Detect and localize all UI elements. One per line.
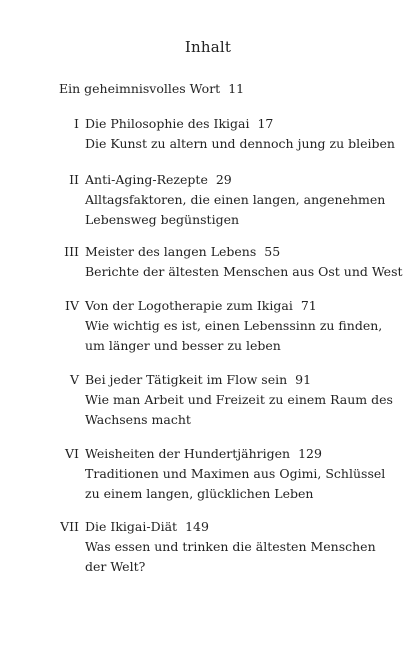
chapter-numeral: VI <box>65 446 79 461</box>
toc-entry-intro <box>59 79 244 99</box>
page-number: 11 <box>228 81 245 96</box>
page-title: Inhalt <box>184 38 232 56</box>
chapter-subtitle: zu einem langen, glücklichen Leben <box>85 486 314 501</box>
chapter-numeral: I <box>74 116 79 131</box>
page-number: 17 <box>257 116 274 131</box>
chapter-title: Anti-Aging-Rezepte <box>85 172 208 187</box>
chapter-title: Meister des langen Lebens <box>85 244 257 259</box>
chapter-subtitle: Wie man Arbeit und Freizeit zu einem Raum des <box>85 392 393 407</box>
page-number: 149 <box>185 519 209 534</box>
page-number: 129 <box>298 446 322 461</box>
chapter-numeral: IV <box>65 298 79 313</box>
chapter-title: Die Philosophie des Ikigai <box>85 116 250 131</box>
page-number: 71 <box>300 298 317 313</box>
chapter-title: Bei jeder Tätigkeit im Flow sein <box>85 372 288 387</box>
chapter-subtitle: um länger und besser zu leben <box>85 338 281 353</box>
chapter-subtitle: Berichte der ältesten Menschen aus Ost und West <box>85 264 403 279</box>
chapter-subtitle: Was essen und trinken die ältesten Menschen <box>85 539 376 554</box>
chapter-subtitle: Lebensweg begünstigen <box>85 212 240 227</box>
chapter-title: Weisheiten der Hundertjährigen <box>85 446 291 461</box>
chapter-title: Die Ikigai-Diät <box>85 519 178 534</box>
page-number: 29 <box>215 172 232 187</box>
chapter-numeral: II <box>69 172 79 187</box>
chapter-numeral: VII <box>60 519 79 534</box>
chapter-subtitle: Die Kunst zu altern und dennoch jung zu bleiben <box>85 136 395 151</box>
chapter-subtitle: Wie wichtig es ist, einen Lebenssinn zu finden, <box>85 318 383 333</box>
chapter-subtitle: Wachsens macht <box>85 412 191 427</box>
chapter-numeral: III <box>64 244 79 259</box>
chapter-title: Von der Logotherapie zum Ikigai <box>85 298 293 313</box>
chapter-subtitle: Alltagsfaktoren, die einen langen, angenehmen <box>85 192 386 207</box>
page-number: 55 <box>264 244 281 259</box>
chapter-numeral: V <box>69 372 79 387</box>
chapter-subtitle: Traditionen und Maximen aus Ogimi, Schlüssel <box>85 466 386 481</box>
entry-title: Ein geheimnisvolles Wort <box>59 81 221 96</box>
page-number: 91 <box>295 372 312 387</box>
chapter-subtitle: der Welt? <box>85 559 146 574</box>
